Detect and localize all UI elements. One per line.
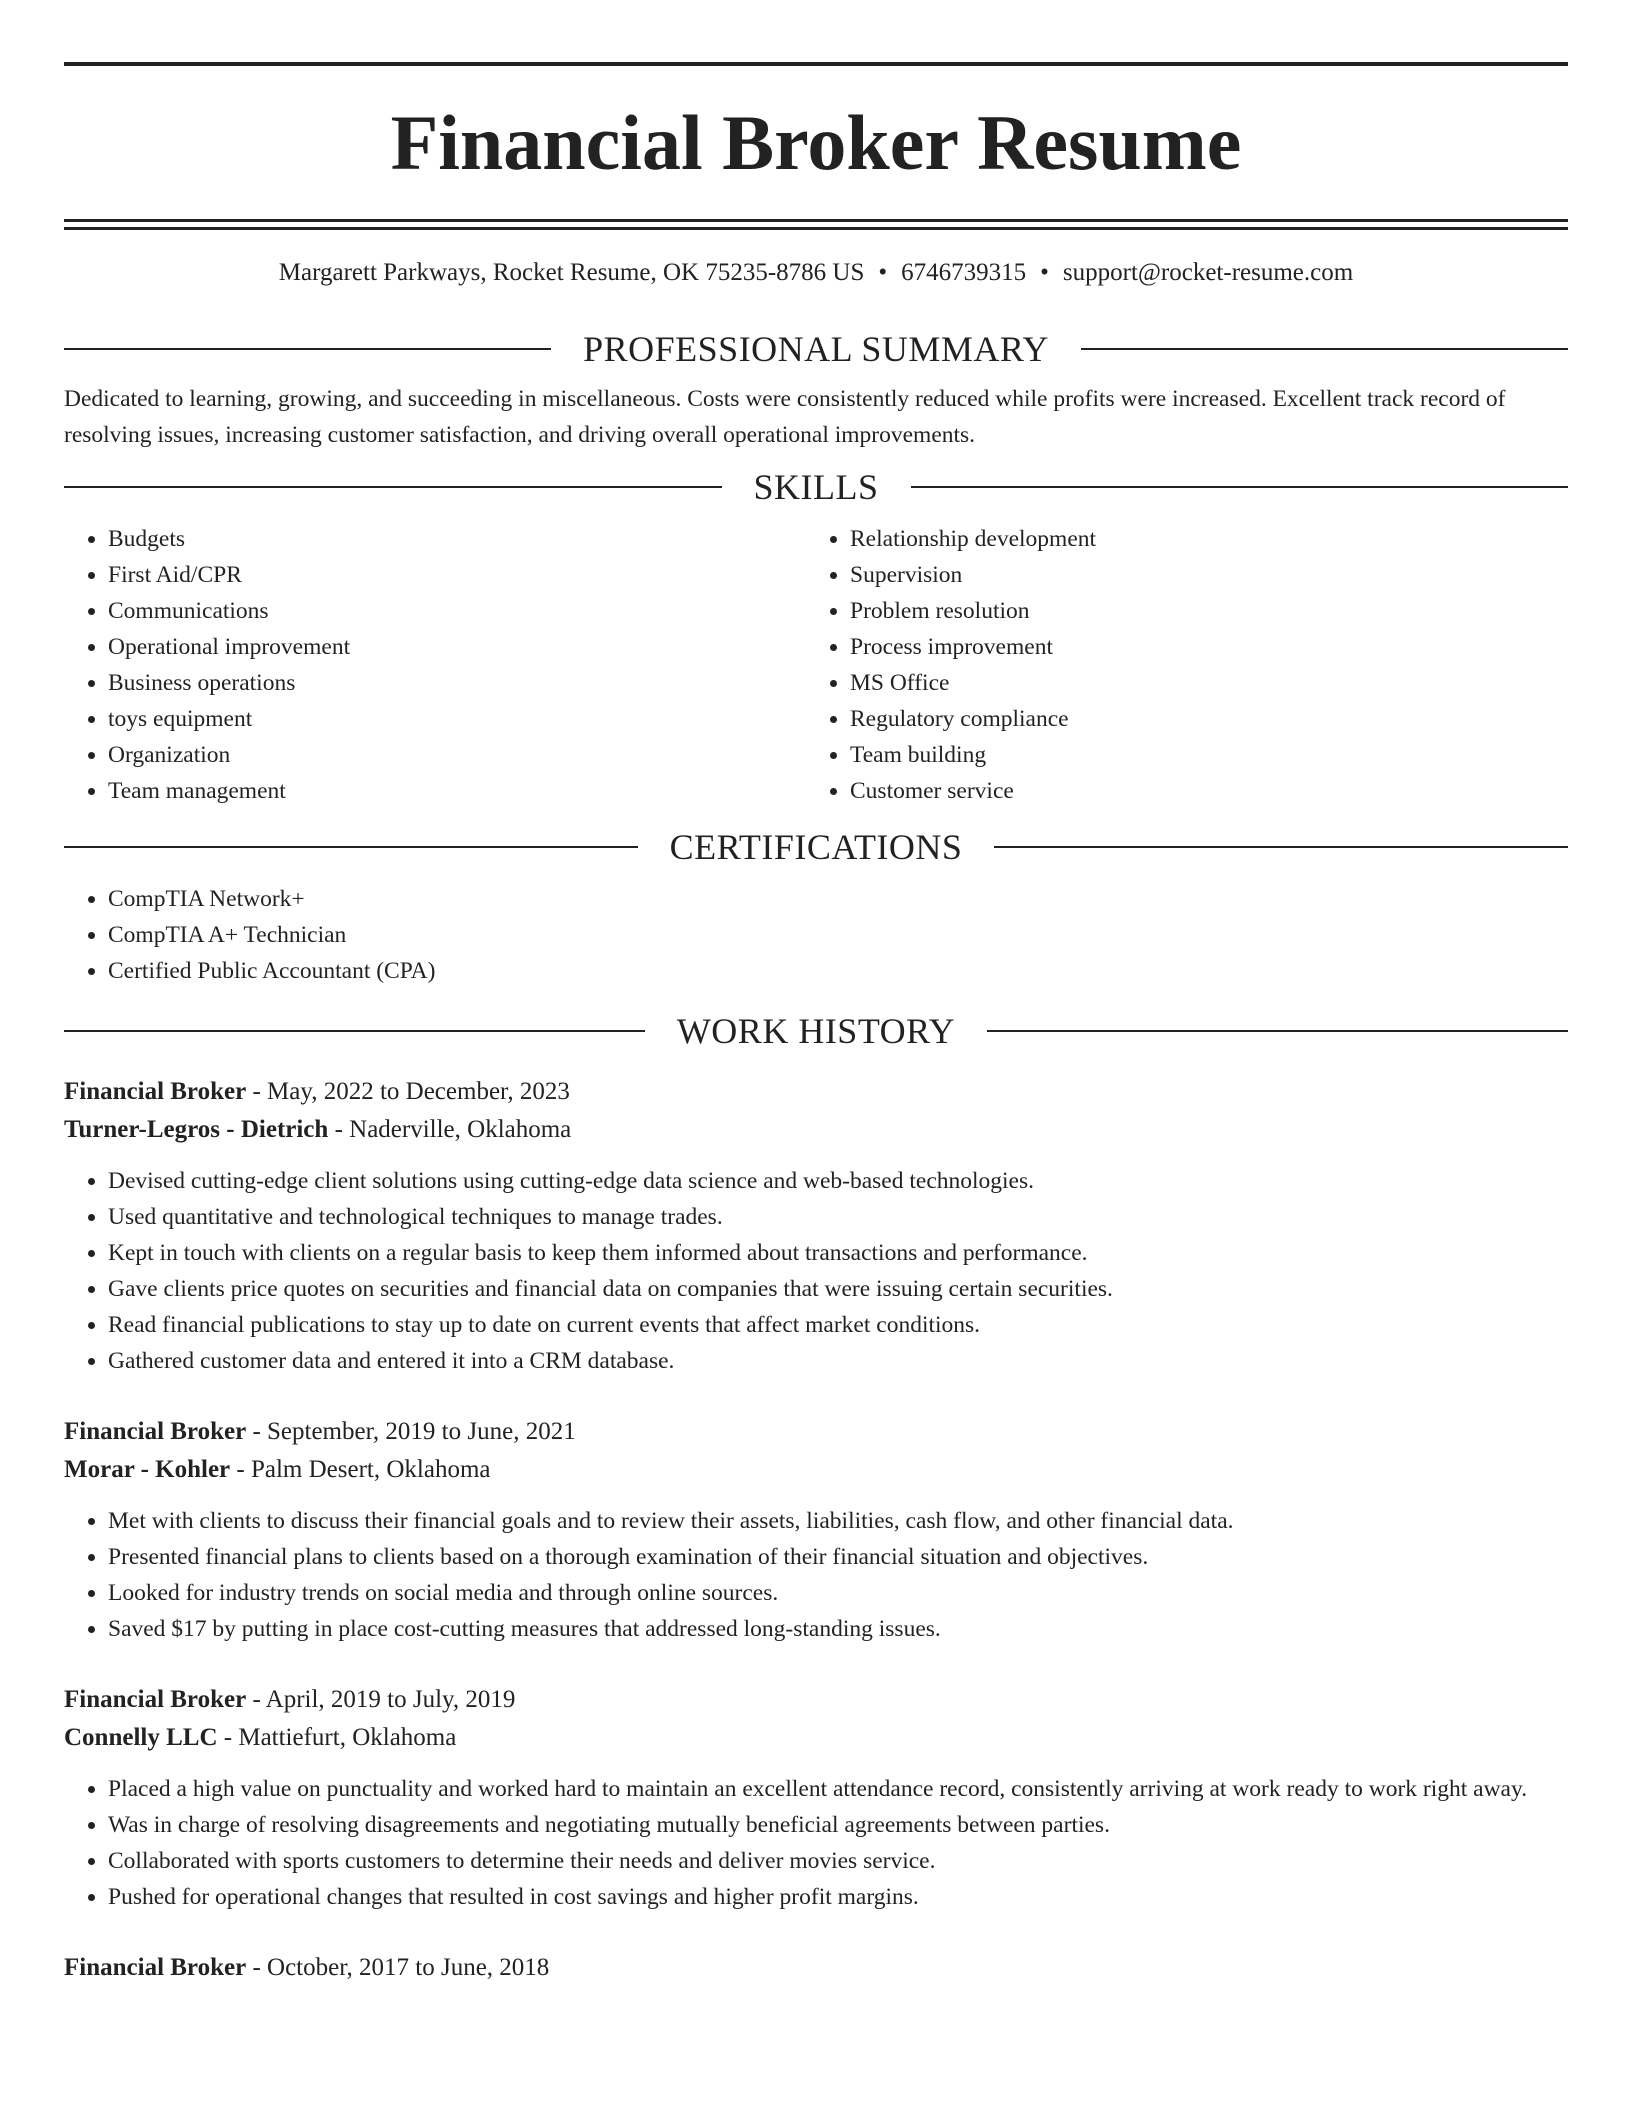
job-title-line bbox=[64, 1413, 1568, 1451]
certification-item: • CompTIA A+ Technician bbox=[108, 917, 1568, 953]
skill-item: • MS Office bbox=[850, 665, 1568, 701]
job-duty-item: • Saved $17 by putting in place cost-cutting measures that addressed long-standing issues. bbox=[108, 1611, 1568, 1647]
job-duty-item: • Looked for industry trends on social media and through online sources. bbox=[108, 1575, 1568, 1611]
job-company: Connelly LLC bbox=[64, 1724, 218, 1751]
job-dates: - October, 2017 to June, 2018 bbox=[246, 1954, 550, 1981]
job-duty-item: • Read financial publications to stay up to date on current events that affect market conditions. bbox=[108, 1307, 1568, 1343]
job-company-line bbox=[64, 1111, 1568, 1149]
heading-rule bbox=[994, 846, 1568, 848]
contact-separator: • bbox=[1040, 259, 1049, 286]
job-duty-item: • Met with clients to discuss their financial goals and to review their assets, liabilities, cash flow, and other financial data. bbox=[108, 1503, 1568, 1539]
job-duty-item: • Gathered customer data and entered it into a CRM database. bbox=[108, 1343, 1568, 1379]
contact-phone: 6746739315 bbox=[901, 259, 1027, 286]
job-duty-item: • Placed a high value on punctuality and worked hard to maintain an excellent attendance record, consistently arriving at work ready to work right away. bbox=[108, 1771, 1568, 1807]
job-duties-list bbox=[64, 1503, 1568, 1647]
certifications-list bbox=[64, 881, 1568, 989]
skill-item: • Relationship development bbox=[850, 521, 1568, 557]
job-dates: - September, 2019 to June, 2021 bbox=[246, 1418, 576, 1445]
skill-item: • Business operations bbox=[108, 665, 816, 701]
job-title: Financial Broker bbox=[64, 1686, 247, 1713]
section-heading-work bbox=[64, 1011, 1568, 1051]
work-history bbox=[64, 1073, 1568, 1987]
job-company: Turner-Legros - Dietrich bbox=[64, 1116, 329, 1143]
heading-rule bbox=[911, 486, 1569, 488]
skill-item: • Budgets bbox=[108, 521, 816, 557]
job-duty-item: • Gave clients price quotes on securities and financial data on companies that were issuing certain securities. bbox=[108, 1271, 1568, 1307]
contact-address: Margarett Parkways, Rocket Resume, OK 75235-8786 US bbox=[278, 259, 865, 286]
contact-separator: • bbox=[878, 259, 888, 286]
skill-item: • Regulatory compliance bbox=[850, 701, 1568, 737]
certification-item: • Certified Public Accountant (CPA) bbox=[108, 953, 1568, 989]
skill-item: • Customer service bbox=[850, 773, 1568, 809]
job-location: - Naderville, Oklahoma bbox=[328, 1116, 572, 1143]
top-rule bbox=[64, 62, 1568, 66]
skill-item: • Process improvement bbox=[850, 629, 1568, 665]
job-title-line bbox=[64, 1681, 1568, 1719]
heading-rule bbox=[64, 846, 638, 848]
job-title: Financial Broker bbox=[64, 1078, 247, 1105]
section-heading-certifications bbox=[64, 827, 1568, 867]
job-title-line bbox=[64, 1949, 1568, 1987]
skill-item: • Organization bbox=[108, 737, 816, 773]
job-title: Financial Broker bbox=[64, 1954, 247, 1981]
page-title: Financial Broker Resume bbox=[390, 99, 1242, 186]
summary-text: Dedicated to learning, growing, and succeeding in miscellaneous. Costs were consistently reduced while profits were increased. Excellent track record of resolving issues, increasing customer satisfaction, and driving overall operational improvements. bbox=[64, 386, 1506, 448]
job-location: - Palm Desert, Oklahoma bbox=[230, 1456, 491, 1483]
heading-rule bbox=[64, 1030, 645, 1032]
job-dates: - April, 2019 to July, 2019 bbox=[246, 1686, 516, 1713]
job-entry bbox=[64, 1681, 1568, 1915]
job-duty-item: • Used quantitative and technological techniques to manage trades. bbox=[108, 1199, 1568, 1235]
section-title-certifications: CERTIFICATIONS bbox=[669, 827, 963, 867]
job-title: Financial Broker bbox=[64, 1418, 247, 1445]
skill-item: • Team management bbox=[108, 773, 816, 809]
job-company-line bbox=[64, 1719, 1568, 1757]
job-duty-item: • Pushed for operational changes that resulted in cost savings and higher profit margins. bbox=[108, 1879, 1568, 1915]
job-duty-item: • Devised cutting-edge client solutions using cutting-edge data science and web-based technologies. bbox=[108, 1163, 1568, 1199]
skill-item: • First Aid/CPR bbox=[108, 557, 816, 593]
section-title-summary: PROFESSIONAL SUMMARY bbox=[583, 329, 1049, 369]
heading-rule bbox=[1081, 348, 1568, 350]
section-title-work: WORK HISTORY bbox=[676, 1011, 956, 1051]
heading-rule bbox=[64, 486, 722, 488]
skill-item: • toys equipment bbox=[108, 701, 816, 737]
section-title-skills: SKILLS bbox=[753, 467, 879, 507]
contact-line bbox=[64, 260, 1568, 285]
job-duties-list bbox=[64, 1771, 1568, 1915]
job-duties-list bbox=[64, 1163, 1568, 1379]
job-duty-item: • Presented financial plans to clients based on a thorough examination of their financial situation and objectives. bbox=[108, 1539, 1568, 1575]
job-entry bbox=[64, 1949, 1568, 1987]
job-entry bbox=[64, 1073, 1568, 1379]
job-duty-item: • Collaborated with sports customers to determine their needs and deliver movies service. bbox=[108, 1843, 1568, 1879]
skill-item: • Team building bbox=[850, 737, 1568, 773]
section-heading-skills bbox=[64, 467, 1568, 507]
skill-item: • Problem resolution bbox=[850, 593, 1568, 629]
job-company: Morar - Kohler bbox=[64, 1456, 231, 1483]
skill-item: • Communications bbox=[108, 593, 816, 629]
job-company-line bbox=[64, 1451, 1568, 1489]
skill-item: • Operational improvement bbox=[108, 629, 816, 665]
section-heading-summary bbox=[64, 329, 1568, 369]
job-entry bbox=[64, 1413, 1568, 1647]
skills-column-right bbox=[816, 521, 1568, 809]
heading-rule bbox=[987, 1030, 1568, 1032]
job-duty-item: • Kept in touch with clients on a regular basis to keep them informed about transactions and performance. bbox=[108, 1235, 1568, 1271]
job-duty-item: • Was in charge of resolving disagreements and negotiating mutually beneficial agreements between parties. bbox=[108, 1807, 1568, 1843]
title-double-rule bbox=[64, 219, 1568, 222]
certification-item: • CompTIA Network+ bbox=[108, 881, 1568, 917]
contact-email: support@rocket-resume.com bbox=[1062, 259, 1354, 286]
job-dates: - May, 2022 to December, 2023 bbox=[246, 1078, 570, 1105]
heading-rule bbox=[64, 348, 551, 350]
job-title-line bbox=[64, 1073, 1568, 1111]
skills-column-left bbox=[64, 521, 816, 809]
skills-list bbox=[64, 521, 1568, 809]
job-location: - Mattiefurt, Oklahoma bbox=[217, 1724, 457, 1751]
skill-item: • Supervision bbox=[850, 557, 1568, 593]
